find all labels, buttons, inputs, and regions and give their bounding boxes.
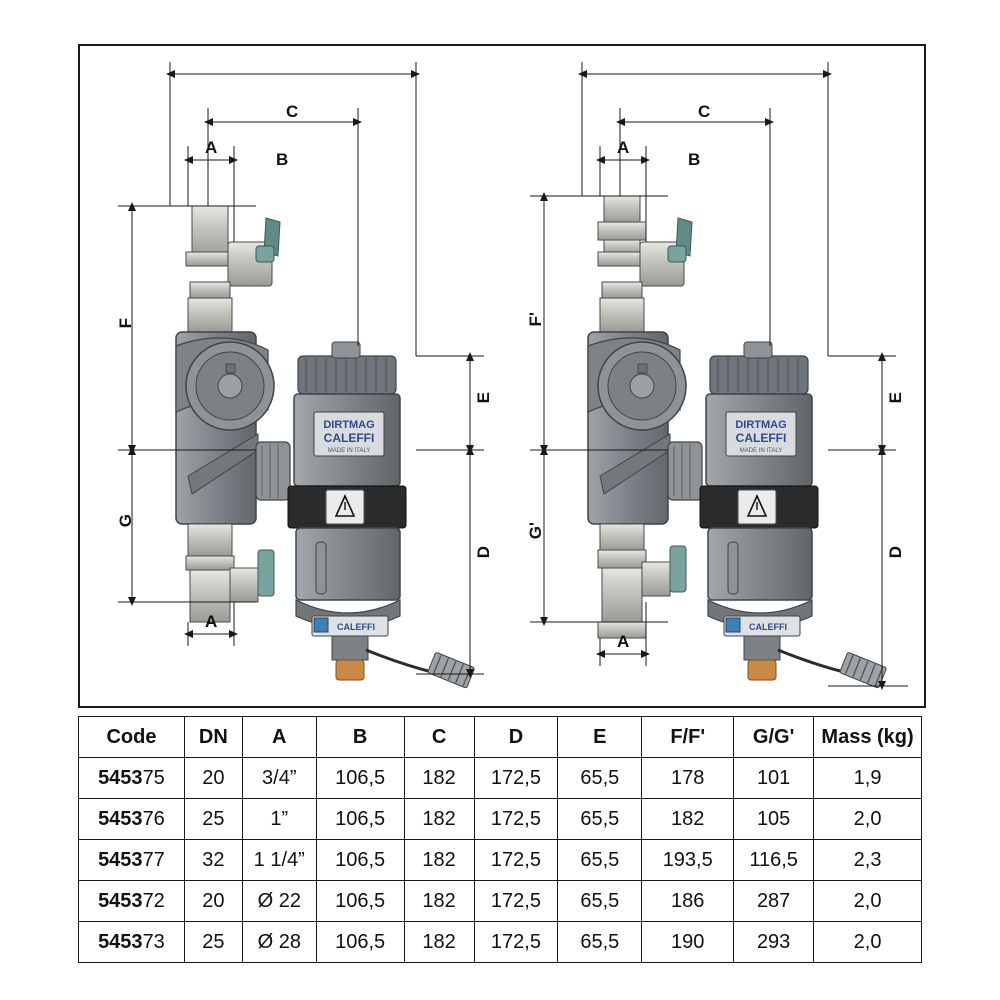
code-suffix: 77 — [142, 848, 165, 871]
table-row — [79, 881, 922, 922]
cell-dn: 25 — [184, 922, 242, 963]
svg-text:MADE IN ITALY: MADE IN ITALY — [739, 448, 783, 454]
right-assembly-graphic — [588, 196, 887, 688]
cell-mass: 1,9 — [814, 758, 922, 799]
th-f: F/F' — [642, 717, 734, 758]
th-e: E — [558, 717, 642, 758]
svg-text:CALEFFI: CALEFFI — [749, 622, 787, 632]
cell-e: 65,5 — [558, 881, 642, 922]
table-row — [79, 840, 922, 881]
cell-a: 1 1/4” — [242, 840, 316, 881]
cell-mass: 2,0 — [814, 799, 922, 840]
dim-label-c-right: C — [698, 102, 711, 121]
cell-c: 182 — [404, 758, 474, 799]
cell-mass: 2,0 — [814, 922, 922, 963]
cell-code — [79, 799, 185, 840]
cell-d: 172,5 — [474, 799, 558, 840]
table-row — [79, 799, 922, 840]
cell-f: 186 — [642, 881, 734, 922]
cell-g: 101 — [734, 758, 814, 799]
spec-table — [78, 716, 922, 963]
svg-text:DIRTMAG: DIRTMAG — [735, 419, 787, 431]
cell-b: 106,5 — [316, 881, 404, 922]
dim-label-c-left: C — [286, 102, 299, 121]
dim-label-a-left-bottom: A — [205, 612, 218, 631]
cell-e: 65,5 — [558, 758, 642, 799]
code-suffix: 72 — [142, 889, 165, 912]
dim-label-a-right-bottom: A — [617, 632, 630, 651]
dim-label-f-left: F — [116, 318, 135, 329]
cell-c: 182 — [404, 881, 474, 922]
dim-label-b-right: B — [688, 150, 701, 169]
cell-e: 65,5 — [558, 922, 642, 963]
cell-b: 106,5 — [316, 922, 404, 963]
cell-b: 106,5 — [316, 799, 404, 840]
cell-dn: 25 — [184, 799, 242, 840]
spec-table-wrapper — [78, 716, 922, 963]
dim-label-e-left: E — [474, 392, 493, 404]
th-g: G/G' — [734, 717, 814, 758]
code-suffix: 76 — [142, 807, 165, 830]
th-a: A — [242, 717, 316, 758]
th-dn: DN — [184, 717, 242, 758]
cell-code — [79, 922, 185, 963]
code-suffix: 73 — [142, 930, 165, 953]
cell-d: 172,5 — [474, 758, 558, 799]
th-mass: Mass (kg) — [814, 717, 922, 758]
th-b: B — [316, 717, 404, 758]
code-prefix: 5453 — [98, 807, 143, 830]
cell-g: 287 — [734, 881, 814, 922]
cell-g: 293 — [734, 922, 814, 963]
cell-mass: 2,0 — [814, 881, 922, 922]
dim-label-a-left-top: A — [205, 138, 218, 157]
cell-f: 193,5 — [642, 840, 734, 881]
cell-g: 105 — [734, 799, 814, 840]
dim-label-a-right-top: A — [617, 138, 630, 157]
code-prefix: 5453 — [98, 848, 143, 871]
svg-text:CALEFFI: CALEFFI — [337, 622, 375, 632]
cell-e: 65,5 — [558, 799, 642, 840]
svg-text:CALEFFI: CALEFFI — [735, 431, 787, 445]
cell-b: 106,5 — [316, 758, 404, 799]
th-d: D — [474, 717, 558, 758]
left-assembly-graphic — [176, 206, 475, 688]
cell-g: 116,5 — [734, 840, 814, 881]
cell-f: 190 — [642, 922, 734, 963]
dim-label-f-right: F' — [526, 312, 545, 327]
drawing-frame — [78, 44, 926, 708]
cell-code — [79, 881, 185, 922]
table-header-row — [79, 717, 922, 758]
th-c: C — [404, 717, 474, 758]
code-prefix: 5453 — [98, 889, 143, 912]
cell-code — [79, 840, 185, 881]
table-row — [79, 758, 922, 799]
dim-label-e-right: E — [886, 392, 905, 404]
cell-d: 172,5 — [474, 881, 558, 922]
cell-c: 182 — [404, 799, 474, 840]
cell-a: Ø 28 — [242, 922, 316, 963]
svg-text:MADE IN ITALY: MADE IN ITALY — [327, 448, 371, 454]
cell-d: 172,5 — [474, 840, 558, 881]
dim-label-g-left: G — [116, 514, 135, 528]
code-prefix: 5453 — [98, 766, 143, 789]
svg-text:CALEFFI: CALEFFI — [323, 431, 375, 445]
cell-f: 178 — [642, 758, 734, 799]
dim-label-b-left: B — [276, 150, 289, 169]
cell-code — [79, 758, 185, 799]
cell-a: 3/4” — [242, 758, 316, 799]
code-suffix: 75 — [142, 766, 165, 789]
code-prefix: 5453 — [98, 930, 143, 953]
cell-b: 106,5 — [316, 840, 404, 881]
cell-c: 182 — [404, 922, 474, 963]
dim-label-g-right: G' — [526, 522, 545, 540]
dim-label-d-right: D — [886, 546, 905, 559]
svg-text:DIRTMAG: DIRTMAG — [323, 419, 375, 431]
cell-a: 1” — [242, 799, 316, 840]
cell-a: Ø 22 — [242, 881, 316, 922]
cell-dn: 20 — [184, 758, 242, 799]
cell-dn: 20 — [184, 881, 242, 922]
cell-e: 65,5 — [558, 840, 642, 881]
cell-f: 182 — [642, 799, 734, 840]
table-row — [79, 922, 922, 963]
cell-c: 182 — [404, 840, 474, 881]
cell-dn: 32 — [184, 840, 242, 881]
th-code: Code — [79, 717, 185, 758]
cell-d: 172,5 — [474, 922, 558, 963]
cell-mass: 2,3 — [814, 840, 922, 881]
dim-label-d-left: D — [474, 546, 493, 559]
